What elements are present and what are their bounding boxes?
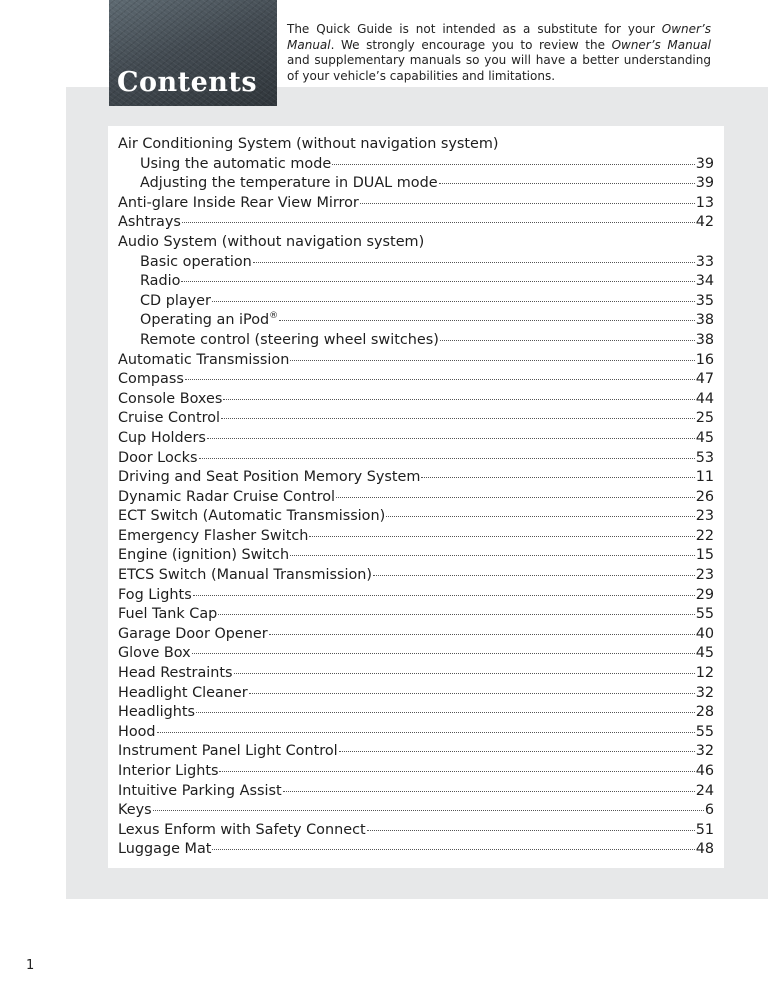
- toc-entry-label: Ashtrays: [118, 214, 181, 231]
- toc-entry[interactable]: [118, 723, 714, 743]
- toc-entry-page: 28: [695, 704, 714, 721]
- toc-entry[interactable]: [118, 449, 714, 469]
- toc-entry-label: Instrument Panel Light Control: [118, 743, 338, 760]
- dot-leader: [339, 751, 695, 752]
- toc-entry[interactable]: [118, 821, 714, 841]
- toc-entry-page: 38: [695, 331, 714, 348]
- toc-entry-page: 40: [695, 625, 714, 642]
- dot-leader: [185, 379, 695, 380]
- toc-entry-page: 11: [695, 469, 714, 486]
- toc-entry[interactable]: [118, 546, 714, 566]
- toc-entry-label: Radio: [140, 273, 181, 290]
- toc-entry-label: Fog Lights: [118, 586, 192, 603]
- toc-entry-page: 26: [695, 488, 714, 505]
- toc-entry-page: 16: [695, 351, 714, 368]
- toc-entry[interactable]: [118, 703, 714, 723]
- toc-entry-page: 46: [695, 763, 714, 779]
- dot-leader: [290, 360, 694, 361]
- intro-italic-text: Owner’s Manual: [287, 22, 711, 52]
- toc-entry-page: 34: [695, 273, 714, 290]
- dot-leader: [309, 536, 694, 537]
- toc-entry-label: Cruise Control: [118, 410, 221, 427]
- dot-leader: [279, 320, 695, 321]
- toc-entry[interactable]: [118, 840, 714, 860]
- toc-entry[interactable]: [118, 331, 714, 351]
- toc-entry[interactable]: [118, 586, 714, 606]
- toc-entry-page: 23: [695, 567, 714, 584]
- dot-leader: [207, 438, 695, 439]
- page-number: 1: [26, 958, 35, 973]
- toc-entry-page: 35: [695, 292, 714, 309]
- toc-entry[interactable]: [118, 390, 714, 410]
- toc-entry[interactable]: [118, 253, 714, 273]
- toc-entry[interactable]: [118, 644, 714, 664]
- toc-entry-label: Operating an iPod®: [140, 311, 279, 329]
- dot-leader: [221, 418, 695, 419]
- dot-leader: [386, 516, 694, 517]
- toc-entry[interactable]: [118, 605, 714, 625]
- toc-entry-page: 6: [704, 802, 714, 819]
- table-of-contents: [118, 135, 714, 860]
- toc-entry[interactable]: [118, 527, 714, 547]
- toc-entry-label: Intuitive Parking Assist: [118, 782, 282, 799]
- dot-leader: [196, 712, 695, 713]
- toc-entry[interactable]: [118, 194, 714, 214]
- toc-entry-label: Anti-glare Inside Rear View Mirror: [118, 194, 359, 211]
- toc-entry[interactable]: [118, 664, 714, 684]
- toc-entry[interactable]: [118, 742, 714, 762]
- toc-entry-page: 24: [695, 782, 714, 799]
- intro-italic-text: Owner’s Manual: [611, 37, 711, 52]
- toc-entry-label: Garage Door Opener: [118, 625, 268, 642]
- toc-entry-page: 53: [695, 449, 714, 466]
- dot-leader: [157, 732, 695, 733]
- toc-entry-page: 44: [695, 390, 714, 407]
- dot-leader: [182, 222, 695, 223]
- toc-entry-label: Interior Lights: [118, 763, 219, 779]
- toc-entry-page: 33: [695, 253, 714, 270]
- toc-entry[interactable]: [118, 625, 714, 645]
- toc-entry[interactable]: [118, 488, 714, 508]
- intro-text: The Quick Guide is not intended as a substitute for your: [287, 22, 662, 36]
- toc-entry[interactable]: [118, 272, 714, 292]
- toc-entry[interactable]: [118, 155, 714, 175]
- toc-entry-label: Luggage Mat: [118, 841, 212, 858]
- toc-entry-page: 47: [695, 371, 714, 388]
- toc-entry-label: Lexus Enform with Safety Connect: [118, 821, 366, 838]
- dot-leader: [193, 595, 695, 596]
- dot-leader: [218, 614, 694, 615]
- dot-leader: [253, 262, 695, 263]
- toc-entry[interactable]: [118, 292, 714, 312]
- dot-leader: [181, 281, 694, 282]
- toc-entry-page: 15: [695, 547, 714, 564]
- toc-entry-page: 32: [695, 743, 714, 760]
- dot-leader: [283, 791, 695, 792]
- toc-entry[interactable]: [118, 351, 714, 371]
- toc-entry-page: 42: [695, 214, 714, 231]
- toc-entry-label: Headlights: [118, 704, 196, 721]
- dot-leader: [219, 771, 694, 772]
- toc-entry-label: ETCS Switch (Manual Transmission): [118, 567, 373, 584]
- toc-entry-page: 45: [695, 429, 714, 446]
- toc-entry[interactable]: [118, 174, 714, 194]
- dot-leader: [367, 830, 695, 831]
- toc-entry[interactable]: [118, 762, 714, 782]
- toc-entry-page: 32: [695, 684, 714, 701]
- dot-leader: [153, 810, 704, 811]
- dot-leader: [199, 458, 695, 459]
- toc-entry[interactable]: [118, 468, 714, 488]
- dot-leader: [290, 555, 695, 556]
- page-title: Contents: [117, 67, 258, 98]
- toc-entry[interactable]: [118, 566, 714, 586]
- dot-leader: [192, 653, 695, 654]
- toc-entry[interactable]: [118, 684, 714, 704]
- dot-leader: [212, 849, 694, 850]
- toc-entry-label: Automatic Transmission: [118, 351, 290, 368]
- toc-entry-page: 48: [695, 841, 714, 858]
- dot-leader: [234, 673, 695, 674]
- toc-entry-label: Basic operation: [140, 253, 252, 270]
- toc-entry[interactable]: [118, 429, 714, 449]
- toc-entry[interactable]: [118, 370, 714, 390]
- dot-leader: [249, 693, 695, 694]
- toc-entry[interactable]: [118, 311, 714, 331]
- toc-entry-label: Air Conditioning System (without navigation system): [118, 136, 499, 152]
- dot-leader: [336, 497, 695, 498]
- toc-entry-page: 39: [695, 155, 714, 172]
- toc-entry-label: Hood: [118, 723, 156, 740]
- toc-entry-label: Compass: [118, 371, 184, 388]
- toc-entry-label: Engine (ignition) Switch: [118, 547, 290, 564]
- toc-entry-label: Audio System (without navigation system): [118, 233, 425, 250]
- toc-entry-label: Fuel Tank Cap: [118, 606, 218, 623]
- toc-entry-label: ECT Switch (Automatic Transmission): [118, 508, 386, 525]
- dot-leader: [373, 575, 695, 576]
- title-block: [109, 0, 277, 106]
- toc-entry-page: 55: [695, 723, 714, 740]
- toc-entry-page: 29: [695, 586, 714, 603]
- toc-entry-label: Console Boxes: [118, 390, 223, 407]
- toc-entry-label: Emergency Flasher Switch: [118, 527, 309, 544]
- dot-leader: [440, 340, 695, 341]
- toc-entry-page: 39: [695, 175, 714, 192]
- toc-entry-label: Remote control (steering wheel switches): [140, 331, 439, 348]
- toc-entry[interactable]: [118, 135, 714, 155]
- intro-paragraph: [287, 22, 711, 84]
- toc-entry-label: Door Locks: [118, 449, 198, 466]
- toc-entry-page: 12: [695, 665, 714, 682]
- toc-entry[interactable]: [118, 801, 714, 821]
- toc-entry-label: Dynamic Radar Cruise Control: [118, 488, 336, 505]
- dot-leader: [332, 164, 694, 165]
- registered-mark: ®: [269, 311, 279, 322]
- toc-entry-page: 13: [695, 194, 714, 211]
- toc-entry[interactable]: [118, 409, 714, 429]
- toc-entry-label: Driving and Seat Position Memory System: [118, 469, 421, 486]
- dot-leader: [212, 301, 695, 302]
- toc-entry[interactable]: [118, 782, 714, 802]
- toc-entry-page: 51: [695, 821, 714, 838]
- dot-leader: [439, 183, 695, 184]
- toc-entry-page: 25: [695, 410, 714, 427]
- toc-entry[interactable]: [118, 507, 714, 527]
- toc-entry[interactable]: [118, 233, 714, 253]
- toc-entry-label: Cup Holders: [118, 429, 206, 446]
- toc-entry-label: Headlight Cleaner: [118, 684, 248, 701]
- dot-leader: [360, 203, 695, 204]
- toc-entry-label: Keys: [118, 802, 152, 819]
- toc-entry-page: 38: [695, 312, 714, 329]
- toc-entry-label: Adjusting the temperature in DUAL mode: [140, 175, 438, 192]
- toc-entry[interactable]: [118, 213, 714, 233]
- toc-entry-label: CD player: [140, 292, 211, 309]
- toc-entry-page: 45: [695, 645, 714, 662]
- dot-leader: [223, 399, 694, 400]
- dot-leader: [269, 634, 695, 635]
- toc-entry-label: Head Restraints: [118, 665, 233, 682]
- intro-text: and supplementary manuals so you will have a better understanding of your vehicle’s capabilities and limitations.: [287, 53, 711, 83]
- toc-entry-page: 23: [695, 508, 714, 525]
- toc-entry-label: Glove Box: [118, 645, 191, 662]
- dot-leader: [421, 477, 694, 478]
- toc-entry-page: 22: [695, 527, 714, 544]
- toc-entry-page: 55: [695, 606, 714, 623]
- toc-entry-label: Using the automatic mode: [140, 155, 332, 172]
- intro-text: . We strongly encourage you to review the: [330, 37, 612, 52]
